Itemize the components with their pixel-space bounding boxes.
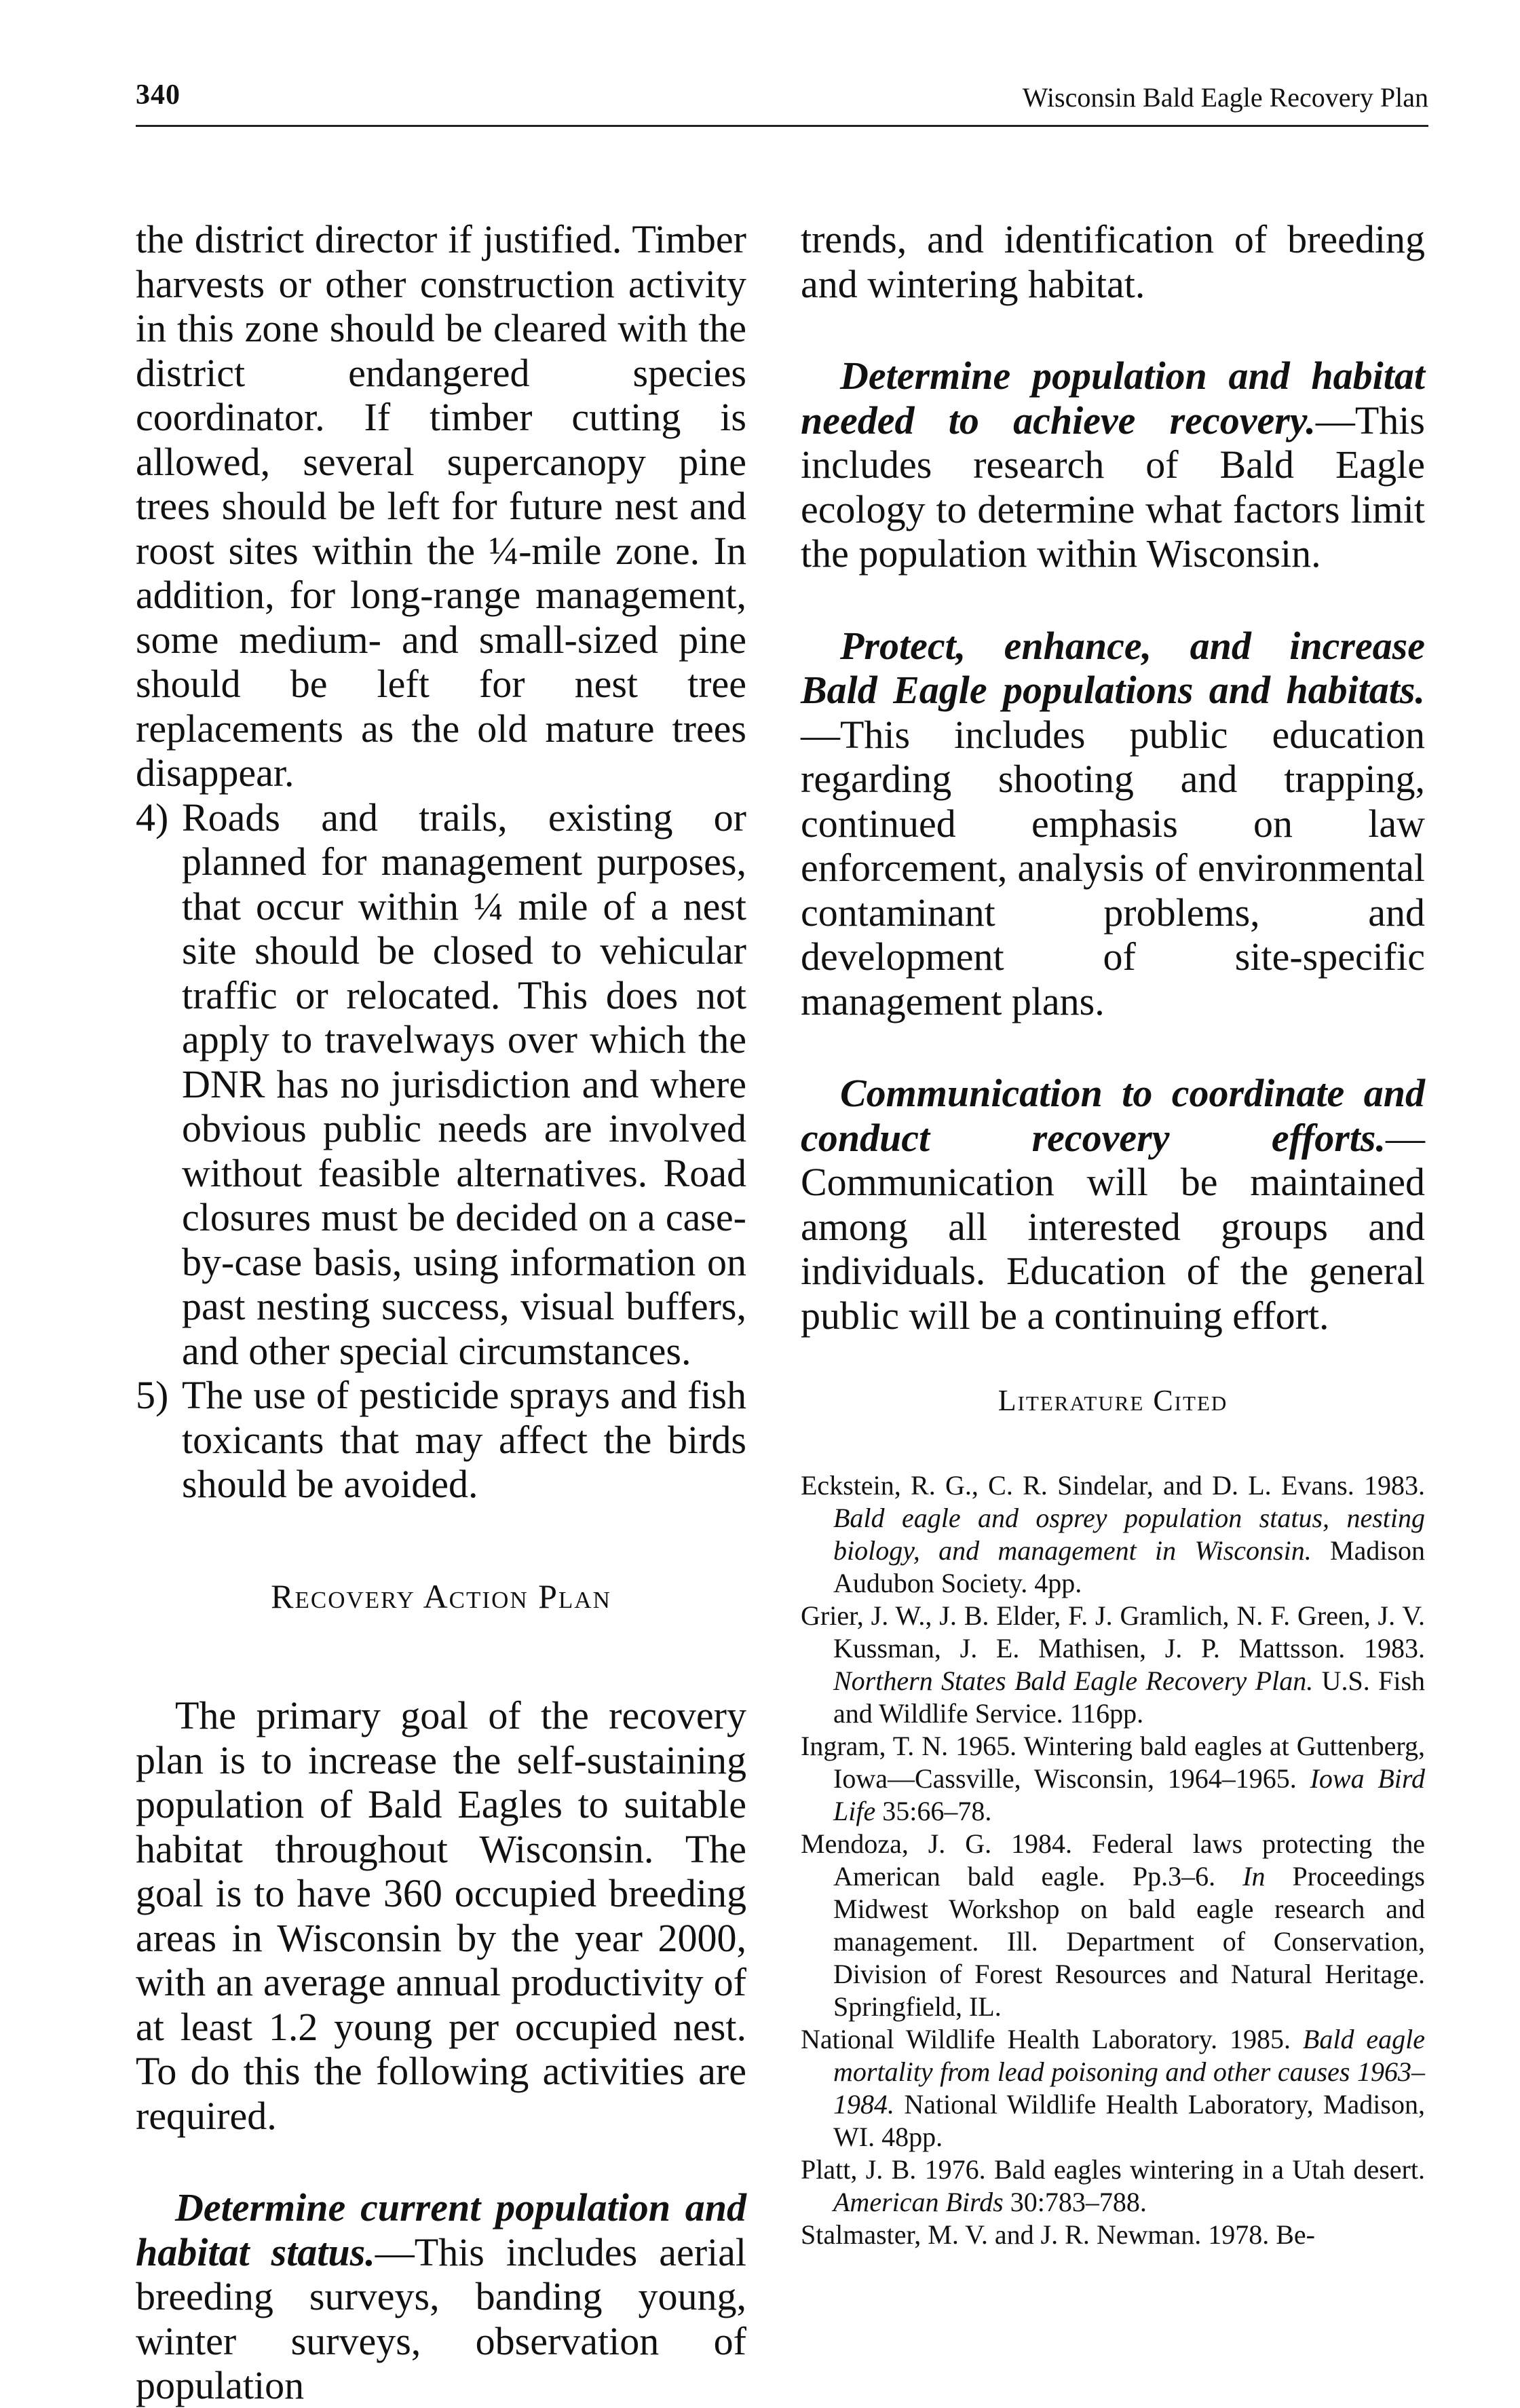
reference-entry: Eckstein, R. G., C. R. Sindelar, and D. L. Evans. 1983. Bald eagle and osprey population status, nesting biology, and management in Wisconsin. Madison Audubon Society. 4pp. [801, 1469, 1425, 1598]
reference-entry: Mendoza, J. G. 1984. Federal laws protecting the American bald eagle. Pp.3–6. In Proceedings Midwest Workshop on bald eagle research and management. Ill. Department of Conservation, Division of Forest Resources and Natural Heritage. Springfield, IL. [801, 1828, 1426, 2022]
paragraph-body: —This includes public education regarding shooting and trapping, continued emphasis on law enforcement, analysis of environmental contaminant problems, and development of site-specific management plans. [801, 712, 1425, 1023]
section-paragraph [801, 624, 1425, 1024]
list-item [136, 1373, 746, 1507]
run-in-heading: Determine population and habitat needed to achieve recovery. [801, 354, 1425, 443]
numbered-list [136, 795, 746, 1507]
reference-entry: Platt, J. B. 1976. Bald eagles wintering in a Utah desert. American Birds 30:783–788. [801, 2153, 1425, 2217]
left-column [136, 217, 746, 2408]
run-in-heading: Protect, enhance, and increase Bald Eagle populations and habitats. [801, 623, 1425, 712]
run-in-heading: Communication to coordinate and conduct recovery efforts. [801, 1071, 1425, 1160]
reference-entry: National Wildlife Health Laboratory. 1985. Bald eagle mortality from lead poisoning and other causes 1963–1984. National Wildlife Health Laboratory, Madison, WI. 48pp. [801, 2023, 1425, 2152]
running-head: Wisconsin Bald Eagle Recovery Plan [1022, 82, 1428, 113]
determine-current-paragraph [136, 2185, 746, 2408]
list-text: The use of pesticide sprays and fish toxicants that may affect the birds should be avoided. [182, 1373, 746, 1506]
paragraph-body: —Communication will be maintained among all interested groups and individuals. Education of the general public will be a continuing effort. [801, 1115, 1425, 1338]
paragraph-body: —This includes research of Bald Eagle ecology to determine what factors limit the population within Wisconsin. [801, 398, 1425, 576]
page-header [136, 75, 1428, 127]
list-number: 4) [136, 795, 169, 840]
section-paragraph [801, 1071, 1425, 1338]
page-number: 340 [136, 79, 180, 111]
paragraph-body: —This includes aerial breeding surveys, banding young, winter surveys, observation of population [136, 2230, 746, 2407]
list-text: Roads and trails, existing or planned for management purposes, that occur within ¼ mile of a nest site should be closed to vehicular traffic or relocated. This does not apply to travelways over which the DNR has no jurisdiction and where obvious public needs are involved without feasible alternatives. Road closures must be decided on a case-by-case basis, using information on past nesting success, visual buffers, and other special circumstances. [182, 795, 746, 1373]
recovery-action-plan-heading: Recovery Action Plan [271, 1577, 611, 1615]
right-continuation: trends, and identification of breeding and wintering habitat. [801, 217, 1425, 306]
reference-entry: Ingram, T. N. 1965. Wintering bald eagles at Guttenberg, Iowa—Cassville, Wisconsin, 1964–1965. Iowa Bird Life 35:66–78. [801, 1730, 1425, 1826]
reference-entry: Stalmaster, M. V. and J. R. Newman. 1978. Be- [801, 2219, 1315, 2250]
run-in-heading: Determine current population and habitat status. [136, 2185, 746, 2274]
right-column [801, 217, 1425, 2251]
list-item [136, 795, 746, 1374]
section-paragraph [801, 354, 1425, 576]
reference-list [801, 1469, 1425, 2251]
reference-entry: Grier, J. W., J. B. Elder, F. J. Gramlich, N. F. Green, J. V. Kussman, J. E. Mathisen, J. P. Mattsson. 1983. Northern States Bald Eagle Recovery Plan. U.S. Fish and Wildlife Service. 116pp. [801, 1600, 1426, 1729]
left-continuation: the district director if justified. Timber harvests or other construction activity in this zone should be cleared with the district endangered species coordinator. If timber cutting is allowed, several supercanopy pine trees should be left for future nest and roost sites within the ¼-mile zone. In addition, for long-range management, some medium- and small-sized pine should be left for nest tree replacements as the old mature trees disappear. [136, 217, 746, 795]
recovery-goal-paragraph: The primary goal of the recovery plan is to increase the self-sustaining population of Bald Eagles to suitable habitat throughout Wisconsin. The goal is to have 360 occupied breeding areas in Wisconsin by the year 2000, with an average annual productivity of at least 1.2 young per occupied nest. To do this the following activities are required. [136, 1693, 746, 2138]
list-number: 5) [136, 1373, 169, 1417]
literature-cited-heading: Literature Cited [998, 1384, 1228, 1417]
